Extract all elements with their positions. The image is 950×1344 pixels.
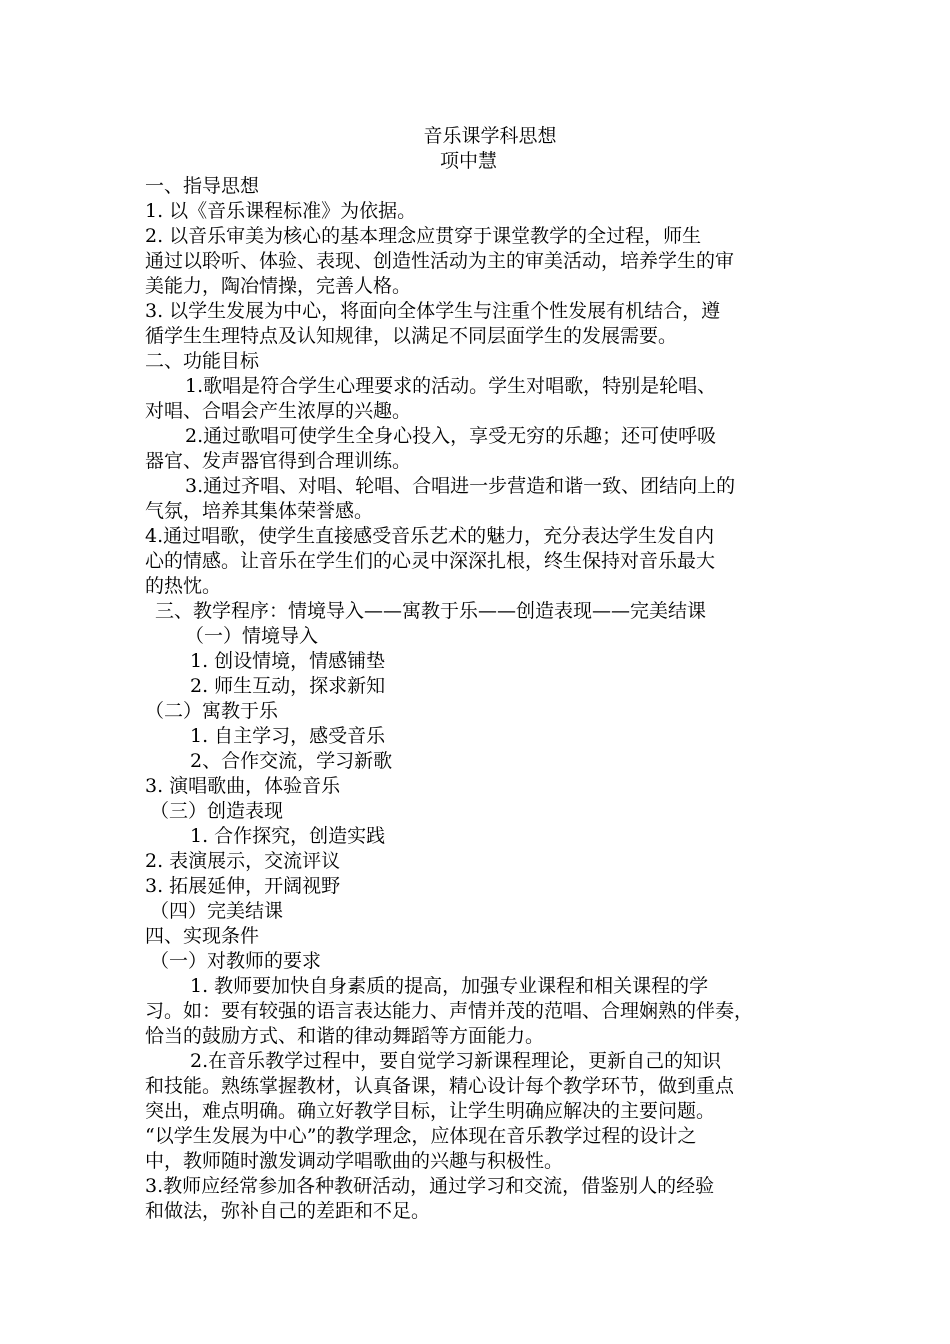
paragraph-line: 恰当的鼓励方式、和谐的律动舞蹈等方面能力。 (145, 1025, 545, 1047)
list-item: 2. 表演展示，交流评议 (145, 850, 341, 872)
list-item: 3. 演唱歌曲，体验音乐 (145, 775, 341, 797)
document-title: 音乐课学科思想 (423, 125, 557, 147)
document-body (145, 174, 810, 1224)
paragraph-line: 中，教师随时激发调动学唱歌曲的兴趣与积极性。 (145, 1150, 564, 1172)
paragraph-line: “以学生发展为中心”的教学理念，应体现在音乐教学过程的设计之 (145, 1125, 697, 1147)
paragraph-line: 突出，难点明确。确立好教学目标，让学生明确应解决的主要问题。 (145, 1100, 716, 1122)
section-heading: 四、实现条件 (145, 925, 260, 947)
list-item: 1. 合作探究，创造实践 (190, 825, 386, 847)
list-item: 3. 拓展延伸，开阔视野 (145, 875, 341, 897)
paragraph-line: 2.在音乐教学过程中，要自觉学习新课程理论，更新自己的知识 (190, 1050, 722, 1072)
subsection-heading: （二）寓教于乐 (145, 700, 279, 722)
paragraph-line: 通过以聆听、体验、表现、创造性活动为主的审美活动，培养学生的审 (145, 250, 735, 272)
paragraph-line: 1. 以《音乐课程标准》为依据。 (145, 200, 417, 222)
paragraph-line: 3.教师应经常参加各种教研活动，通过学习和交流，借鉴别人的经验 (145, 1175, 715, 1197)
paragraph-line: 对唱、合唱会产生浓厚的兴趣。 (145, 400, 412, 422)
section-heading: 一、指导思想 (145, 175, 260, 197)
list-item: 1. 创设情境，情感铺垫 (190, 650, 386, 672)
paragraph-line: 气氛，培养其集体荣誉感。 (145, 500, 374, 522)
section-heading: 三、教学程序：情境导入——寓教于乐——创造表现——完美结课 (155, 600, 707, 622)
paragraph-line: 和做法，弥补自己的差距和不足。 (145, 1200, 431, 1222)
document-author: 项中慧 (440, 150, 498, 172)
paragraph-line: 的热忱。 (145, 575, 222, 597)
paragraph-line: 4.通过唱歌，使学生直接感受音乐艺术的魅力，充分表达学生发自内 (145, 525, 715, 547)
paragraph-line: 3.通过齐唱、对唱、轮唱、合唱进一步营造和谐一致、团结向上的 (185, 475, 736, 497)
paragraph-line: 3. 以学生发展为中心，将面向全体学生与注重个性发展有机结合，遵 (145, 300, 721, 322)
list-item: 1. 自主学习，感受音乐 (190, 725, 386, 747)
list-item: 2. 师生互动，探求新知 (190, 675, 386, 697)
paragraph-line: 美能力，陶冶情操，完善人格。 (145, 275, 412, 297)
paragraph-line: 习。如：要有较强的语言表达能力、声情并茂的范唱、合理娴熟的伴奏， (145, 1000, 754, 1022)
paragraph-line: 1.歌唱是符合学生心理要求的活动。学生对唱歌，特别是轮唱、 (185, 375, 717, 397)
paragraph-line: 2.通过歌唱可使学生全身心投入，享受无穷的乐趣；还可使呼吸 (185, 425, 717, 447)
paragraph-line: 2. 以音乐审美为核心的基本理念应贯穿于课堂教学的全过程，师生 (145, 225, 702, 247)
paragraph-line: 心的情感。让音乐在学生们的心灵中深深扎根，终生保持对音乐最大 (145, 550, 716, 572)
list-item: 2、合作交流，学习新歌 (190, 750, 393, 772)
paragraph-line: 器官、发声器官得到合理训练。 (145, 450, 412, 472)
paragraph-line: 1. 教师要加快自身素质的提高，加强专业课程和相关课程的学 (190, 975, 709, 997)
subsection-heading: （三）创造表现 (150, 800, 284, 822)
subsection-heading: （一）对教师的要求 (150, 950, 322, 972)
subsection-heading: （四）完美结课 (150, 900, 284, 922)
subsection-heading: （一）情境导入 (185, 625, 319, 647)
paragraph-line: 循学生生理特点及认知规律，以满足不同层面学生的发展需要。 (145, 325, 678, 347)
section-heading: 二、功能目标 (145, 350, 260, 372)
paragraph-line: 和技能。熟练掌握教材，认真备课，精心设计每个教学环节，做到重点 (145, 1075, 735, 1097)
